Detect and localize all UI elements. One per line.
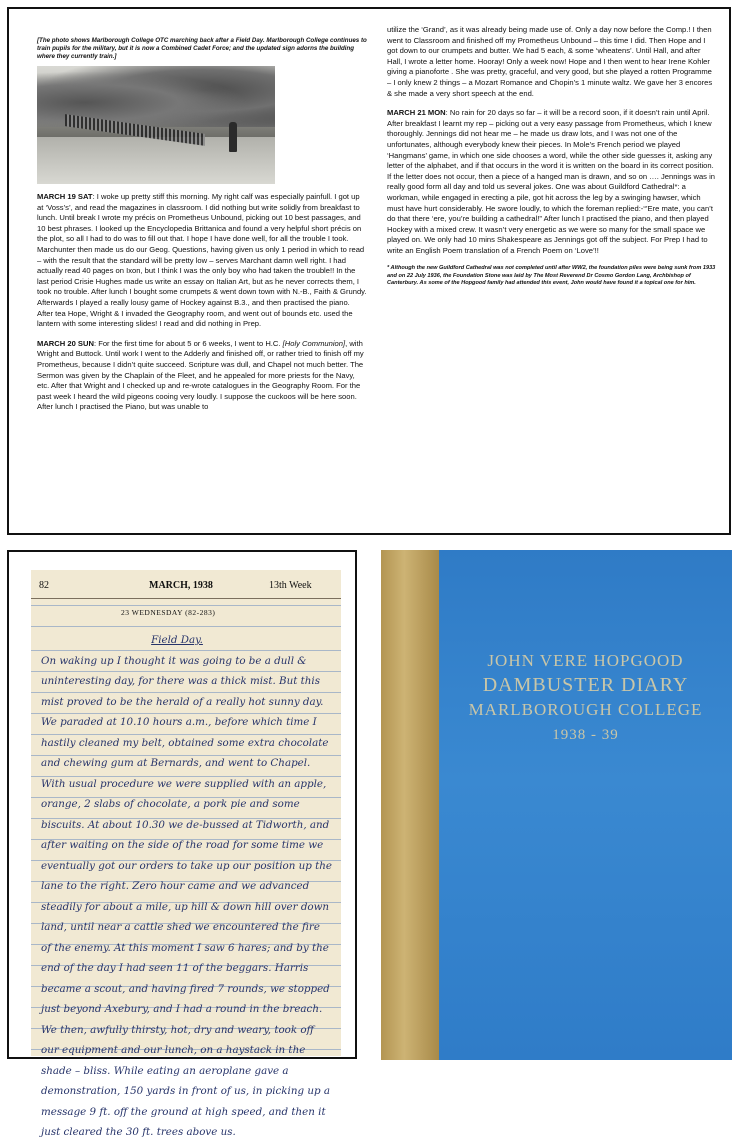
cover-years: 1938 - 39 — [552, 727, 619, 743]
entry-march-20-cont — [387, 25, 717, 99]
officer-figure — [229, 122, 237, 152]
diary-cover-panel — [381, 550, 732, 1060]
month-title: MARCH, 1938 — [149, 580, 213, 591]
week-label: 13th Week — [269, 580, 312, 591]
entry-text: : I woke up pretty stiff this morning. My right calf was especially painfull. I got up at ‘Voss’s’, and read the magazines in classroom. I did nothing but write solidly from breakfast to lunch. Until break I wrote my précis on Prometheus Unbound, picking out 10 best passages, and 10 best phrases. I looked up the Encyclopedia Brittanica and found a very helpful short précis on the plot, so all I had to do was to fill out that. I hope I have done well, for all the trouble I took. Marchunter then made us do our Geog. Questions, having given us only 1 period in which to read – with the result that the standard will be pretty low – serves Marchant damn well right. I had actually read 40 pages on Ixon, but I think I was the only boy who had taken the trouble!! In the last period Crisie Hughes made us write an essay on Italian Art, but as he never corrects them, I took no trouble. After lunch I bought some crumpets & went down town with N.-B., Faith & Grundy. Afterwards I played a really lousy game of Hockey against B.3., and then practised the piano. After tea Hope, Wright & I invaded the Geography room, and went out of bounds etc. used the lantern with some interesting slides! I read and did nothing in Prep. — [37, 192, 367, 329]
entry-text: : No rain for 20 days so far – it will be a record soon, if it doesn’t rain until April. After breakfast I learnt my rep – picking out a very easy passage from Prometheus, which I knew thoroughly. Jennings did not hear me – he made us draw lots, and I was not one of the unfortunates, although everybody knew their pieces. In Mole’s French period we played ‘Hangmans’ game, in which one side chooses a word, while the other side guesses it, asking any letter of the alphabet, and if that occurs in the word it is written on the board in its correct position. If the letter does not occur, then a piece of a hanged man is drawn, and so on …. Jennings was in really good form all day and told us several jokes. One was about Guildford Cathedral*: a workman, while engaged in erecting a pile, got hit across the leg by a swinging hawser, which must have hurt considerably. He swore loudly, to which the foreman replied:-“’Ere mate, you can’t do that there ‘ere, you’re building a cathedral!” After lunch I practised the piano, and then played Hockey with a mixed crew. It wasn’t very energetic as we were so many for the small space we played on. We only had 10 mins Shakespeare as Jennings got off the subject. For Prep I had to write an English Poem translation of a French Poem on ‘Love’!! — [387, 108, 715, 255]
otc-marching-photo — [37, 66, 275, 184]
entry-march-21 — [387, 108, 717, 256]
entry-march-20 — [37, 339, 367, 413]
handwritten-text: On waking up I thought it was going to be a dull & uninteresting day, for there was a thick mist. But this mist proved to be the herald of a really hot sunny day. We paraded at 10.10 hours a.m., before which time I hastily cleaned my belt, obtained some extra chocolate and chewing gum at Bernards, and went to Chapel. With usual procedure we were supplied with an apple, orange, 2 slabs of chocolate, a pork pie and some biscuits. At about 10.30 we de-bussed at Tidworth, and after waiting on the side of the road for some time we eventually got our orders to take up our position up the lane to the right. Zero hour came and we advanced steadily for about a mile, up hill & down hill over down land, until near a cattle shed we encountered the fire of the enemy. At this moment I saw 6 hares; and by the end of the day I had seen 11 of the beggars. Harris became a scout, and having fired 7 rounds, we stopped just beyond Axebury, and I had a round in the breach. We then, awfully thirsty, hot, dry and weary, took off our equipment and our lunch, on a haystack in the shade – bliss. While eating an aeroplane gave a demonstration, 150 yards in front of us, in picking up a message 9 ft. off the ground at high speed, and then it just cleared the 30 ft. trees above us. — [41, 654, 333, 1138]
book-spine — [381, 550, 439, 1060]
entry-march-19 — [37, 192, 367, 330]
entry-date: MARCH 19 SAT — [37, 192, 93, 201]
cover-school: MARLBOROUGH COLLEGE — [468, 700, 703, 719]
entry-italic: [Holy Communion] — [282, 338, 346, 348]
page-number: 82 — [39, 580, 49, 591]
diary-page-panel — [7, 550, 357, 1138]
transcript-right-column — [387, 25, 717, 287]
transcript-panel — [7, 7, 731, 535]
photo-caption: [The photo shows Marlborough College OTC marching back after a Field Day. Marlborough College continues to train pupils for the military, but it is now a Combined Cadet Force; and the updated sign adorns the building where they currently train.] — [37, 37, 367, 60]
cover-lettering — [439, 650, 732, 748]
diary-page-header — [31, 570, 341, 599]
day-line: 23 WEDNESDAY (82-283) — [121, 608, 216, 617]
entry-date: MARCH 20 SUN — [37, 338, 94, 348]
diary-page — [31, 570, 341, 1138]
photo-road — [37, 137, 275, 184]
handwritten-entry — [41, 630, 333, 1143]
entry-date: MARCH 21 MON — [387, 108, 446, 118]
entry-text: utilize the ‘Grand’, as it was already being made use of. Only a day now before the Comp.! I then went to Classroom and finished off my Prometheus Unbound – this time I did. Then Hope and I got down to our crumpets and butter. We had 5 each, & some ‘wheatens’. Until Hall, and after Hall, I wrote a letter home. Hooray! Only a week now! Hope and I then went to hear Irene Kohler giving a pianoforte . She was pretty, graceful, and very good, but she played a rotten Programme – I only knew 2 things – a Mozart Romance and Chopin’s 1 minute waltz. We gave her 3 encores & she made a very short speech at the end. — [387, 25, 713, 98]
entry-text: , with Wright and Buttock. Until work I went to the Adderly and finished off, or rather tried to finish off my Prometheus, because I didn’t quite succeed. Scripture was dull, and Chapel not much better. The Sermon was given by the Chaplain of the Fleet, and he appealed for more priests for the Navy, etc. After that Wright and I checked up and re-wrote catalogues in the Geography Room. For the past week I heard the wild pigeons cooing very loudly. I suppose the cuckoos will be here soon. After lunch I practised the Piano, but was unable to — [37, 338, 364, 412]
book-cover — [439, 550, 732, 1060]
transcript-left-column — [37, 37, 367, 422]
entry-text: : For the first time for about 5 or 6 weeks, I went to H.C. — [93, 338, 283, 348]
handwritten-heading: Field Day. — [151, 634, 203, 646]
footnote: * Although the new Guildford Cathedral was not completed until after WW2, the foundation piles were being sunk from 1933 and on 22 July 1936, the Foundation Stone was laid by The Most Reverend Dr Cosmo Gordon Lang, Archbishop of Canterbury. As some of the Hopgood family had attended this event, John would have found it a topical one for him. — [387, 265, 716, 286]
cover-author: JOHN VERE HOPGOOD — [487, 651, 684, 670]
cover-title: DAMBUSTER DIARY — [482, 674, 689, 696]
